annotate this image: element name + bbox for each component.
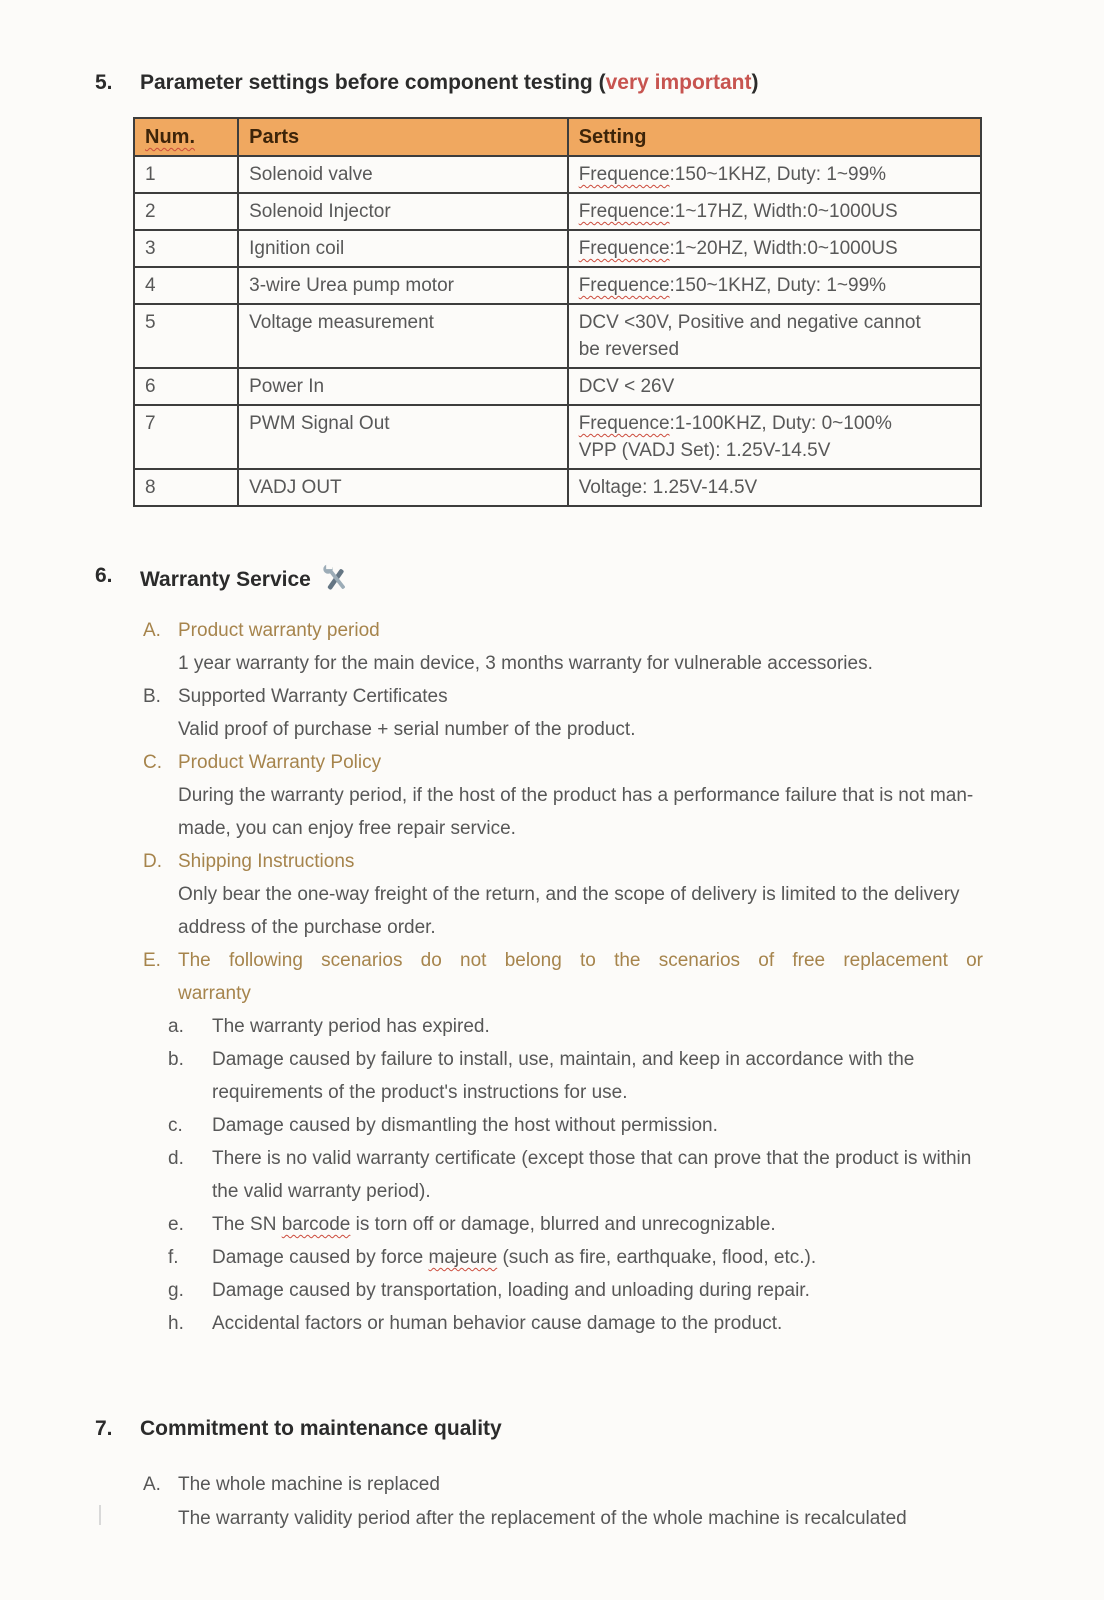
warranty-item-d (143, 845, 1104, 944)
warranty-item-c (143, 746, 1104, 845)
warranty-item-label: D. (143, 851, 162, 872)
warranty-item-label: A. (143, 620, 161, 641)
table-row: 7 PWM Signal Out Frequence:1-100KHZ, Duty: 0~100% VPP (VADJ Set): 1.25V-14.5V (134, 405, 981, 469)
exclusion-list (95, 1010, 1104, 1340)
table-row: 5 Voltage measurement DCV <30V, Positive and negative cannot be reversed (134, 304, 981, 368)
maintenance-item-a (143, 1468, 1104, 1536)
warranty-item-title: Supported Warranty Certificates (178, 686, 448, 707)
very-important-highlight: very important (605, 71, 752, 94)
maintenance-item-label: A. (143, 1474, 161, 1495)
warranty-item-title: Product warranty period (178, 620, 380, 641)
exclusion-item-g: g. Damage caused by transportation, loading and unloading during repair. (168, 1280, 810, 1301)
table-row: 4 3-wire Urea pump motor Frequence:150~1KHZ, Duty: 1~99% (134, 267, 981, 304)
table-row: 1 Solenoid valve Frequence:150~1KHZ, Duty: 1~99% (134, 156, 981, 193)
section5-number: 5. (95, 71, 113, 94)
warranty-item-b (143, 680, 1104, 746)
warranty-item-body: During the warranty period, if the host of the product has a performance failure that is not man-made, you can enjoy free repair service. (178, 785, 974, 839)
warranty-item-label: B. (143, 686, 161, 707)
table-row: 8 VADJ OUT Voltage: 1.25V-14.5V (134, 469, 981, 506)
maintenance-item-body: The warranty validity period after the replacement of the whole machine is recalculated (178, 1508, 907, 1529)
table-header-row (134, 118, 981, 156)
exclusion-item-h: h. Accidental factors or human behavior cause damage to the product. (168, 1313, 783, 1334)
warranty-item-e (143, 944, 1104, 1010)
exclusion-item-f: f. Damage caused by force majeure (such as fire, earthquake, flood, etc.). (168, 1247, 817, 1268)
warranty-item-label: E. (143, 950, 161, 971)
exclusion-item-b: b. Damage caused by failure to install, use, maintain, and keep in accordance with the requirements of the product's instructions for use. (168, 1049, 915, 1103)
warranty-item-label: C. (143, 752, 162, 773)
section7-number: 7. (95, 1417, 113, 1440)
warranty-item-body: Valid proof of purchase + serial number of the product. (178, 719, 636, 740)
section7-title: Commitment to maintenance quality (140, 1417, 502, 1440)
section6-number: 6. (95, 564, 113, 587)
warranty-item-body: Only bear the one-way freight of the return, and the scope of delivery is limited to the delivery address of the purchase order. (178, 884, 960, 938)
section6-heading (95, 563, 1104, 600)
warranty-item-body: 1 year warranty for the main device, 3 months warranty for vulnerable accessories. (178, 653, 873, 674)
table-row: 2 Solenoid Injector Frequence:1~17HZ, Width:0~1000US (134, 193, 981, 230)
parameter-settings-table (133, 117, 982, 507)
maintenance-item-title: The whole machine is replaced (178, 1474, 440, 1495)
table-row: 6 Power In DCV < 26V (134, 368, 981, 405)
warranty-item-title: Shipping Instructions (178, 851, 355, 872)
table-row: 3 Ignition coil Frequence:1~20HZ, Width:0~1000US (134, 230, 981, 267)
exclusion-item-c: c. Damage caused by dismantling the host without permission. (168, 1115, 718, 1136)
header-parts: Parts (238, 118, 568, 156)
section5-title: Parameter settings before component testing (very important) (140, 71, 759, 94)
section5-heading (95, 70, 1104, 96)
maintenance-list (95, 1468, 1104, 1536)
warranty-list (95, 614, 1104, 1340)
section6-title: Warranty Service (140, 563, 351, 600)
tools-icon (321, 563, 351, 600)
warranty-item-title-line1: The following scenarios do not belong to the scenarios of free replacement or (178, 950, 983, 971)
warranty-item-title: Product Warranty Policy (178, 752, 382, 773)
exclusion-item-e: e. The SN barcode is torn off or damage, blurred and unrecognizable. (168, 1214, 776, 1235)
section7-heading (95, 1416, 1104, 1442)
exclusion-item-a: a. The warranty period has expired. (168, 1016, 490, 1037)
warranty-item-a (143, 614, 1104, 680)
header-num: Num. (134, 118, 238, 156)
warranty-item-title-line2: warranty (178, 983, 251, 1004)
exclusion-item-d: d. There is no valid warranty certificate (except those that can prove that the product is within the valid warranty period). (168, 1148, 972, 1202)
text-cursor-artifact (99, 1505, 101, 1525)
header-setting: Setting (568, 118, 981, 156)
